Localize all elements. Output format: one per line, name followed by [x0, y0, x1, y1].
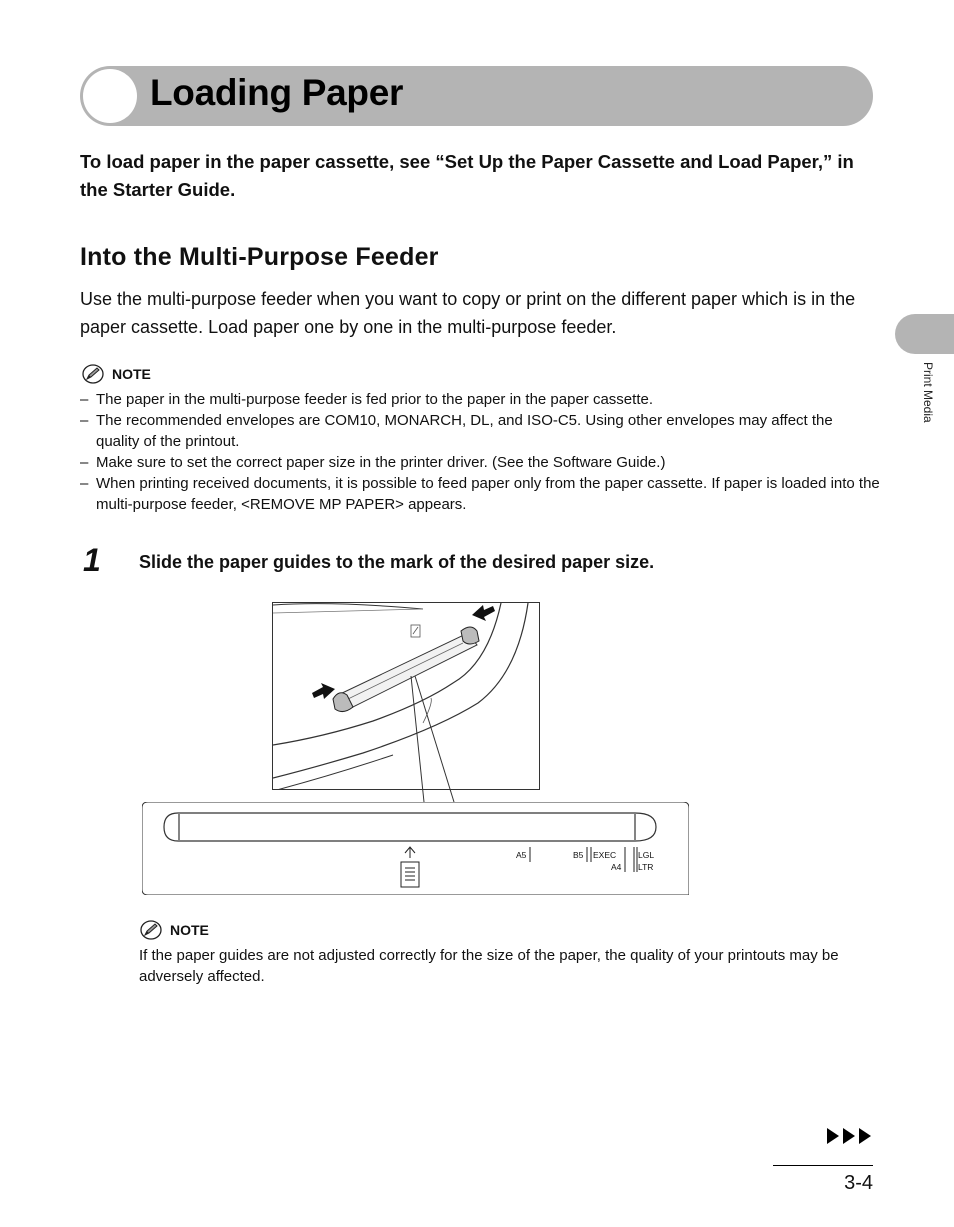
note-label: NOTE: [112, 366, 151, 382]
note-item: – The recommended envelopes are COM10, MONARCH, DL, and ISO-C5. Using other envelopes may affect the quality of the printout.: [80, 412, 833, 450]
label-b5: B5: [573, 850, 584, 860]
section-heading: Into the Multi-Purpose Feeder: [80, 243, 439, 271]
label-lgl: LGL: [638, 850, 655, 860]
footer-rule: [773, 1165, 873, 1166]
pencil-note-icon: [82, 364, 104, 384]
intro-paragraph: To load paper in the paper cassette, see “Set Up the Paper Cassette and Load Paper,” in the Starter Guide.: [80, 151, 854, 200]
section-body: Use the multi-purpose feeder when you want to copy or print on the different paper which is in the paper cassette. Load paper one by one in the multi-purpose feeder.: [80, 289, 856, 337]
label-a4: A4: [611, 862, 622, 872]
step-instruction: Slide the paper guides to the mark of the desired paper size.: [139, 552, 655, 572]
chapter-side-tab: [895, 314, 954, 354]
paper-guide-scale: [142, 802, 689, 895]
note-item: – When printing received documents, it is possible to feed paper only from the paper cassette. If paper is loaded into the multi-purpose feeder, <REMOVE MP PAPER> appears.: [80, 475, 880, 513]
label-ltr: LTR: [638, 862, 654, 872]
note-item: – The paper in the multi-purpose feeder is fed prior to the paper in the paper cassette.: [80, 391, 653, 408]
page-number: 3-4: [844, 1172, 873, 1194]
note-2-text: If the paper guides are not adjusted correctly for the size of the paper, the quality of your printouts may be adversely affected.: [139, 947, 839, 985]
label-a5: A5: [516, 850, 527, 860]
step-number: 1: [83, 542, 101, 578]
banner-circle-decoration: [83, 69, 137, 123]
page-title: Loading Paper: [150, 72, 404, 113]
label-exec: EXEC: [593, 850, 617, 860]
next-page-arrows-icon: [827, 1126, 875, 1146]
note-heading: [82, 364, 151, 384]
pencil-note-icon: [140, 920, 162, 940]
note-label-2: NOTE: [170, 922, 209, 938]
chapter-side-label: Print Media: [921, 362, 935, 423]
feeder-illustration: [272, 602, 540, 790]
note-list: [80, 389, 880, 515]
printer-feeder-drawing: [273, 603, 540, 790]
note-heading-2: [140, 920, 209, 940]
note-item: – Make sure to set the correct paper size in the printer driver. (See the Software Guide.): [80, 454, 666, 471]
paper-guide-detail: [142, 802, 689, 895]
